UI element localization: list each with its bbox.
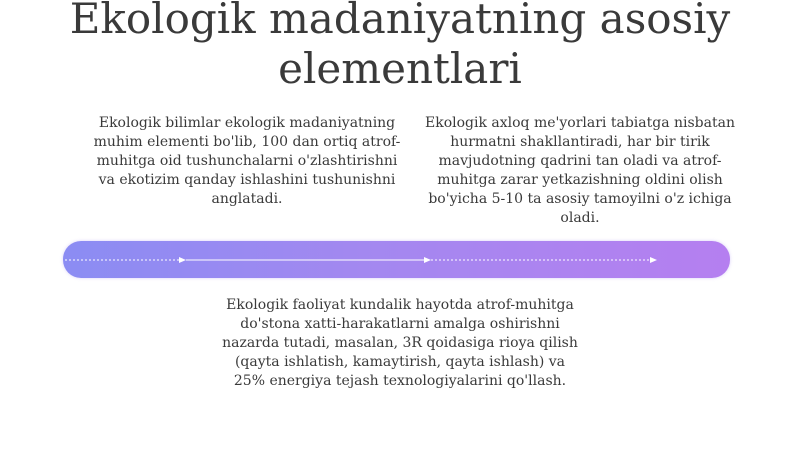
timeline-arrows bbox=[63, 241, 730, 278]
ecological-knowledge-text: Ekologik bilimlar ekologik madaniyatning muhim elementi bo'lib, 100 dan ortiq atrof-muhitga oid tushunchalarni o'zlashtirishni va ekotizim qanday ishlashini tushunishni anglatadi. bbox=[93, 115, 401, 207]
arrow-right-icon bbox=[650, 257, 657, 263]
timeline-bar bbox=[63, 241, 730, 278]
ecological-activity-text: Ekologik faoliyat kundalik hayotda atrof-muhitga do'stona xatti-harakatlarni amalga oshirishni nazarda tutadi, masalan, 3R qoidasiga rioya qilish (qayta ishlatish, kamaytirish, qayta ishlash) va 25% energiya tejash texnologiyalarini qo'llash. bbox=[222, 297, 578, 389]
arrow-right-icon bbox=[179, 257, 186, 263]
page-title: Ekologik madaniyatning asosiy elementlari bbox=[69, 0, 731, 93]
arrow-right-icon bbox=[424, 257, 431, 263]
ecological-ethics-text: Ekologik axloq me'yorlari tabiatga nisbatan hurmatni shakllantiradi, har bir tirik mavjudotning qadrini tan oladi va atrof-muhitga zarar yetkazishning oldini olish bo'yicha 5-10 ta asosiy tamoyilni o'z ichiga oladi. bbox=[425, 115, 735, 226]
